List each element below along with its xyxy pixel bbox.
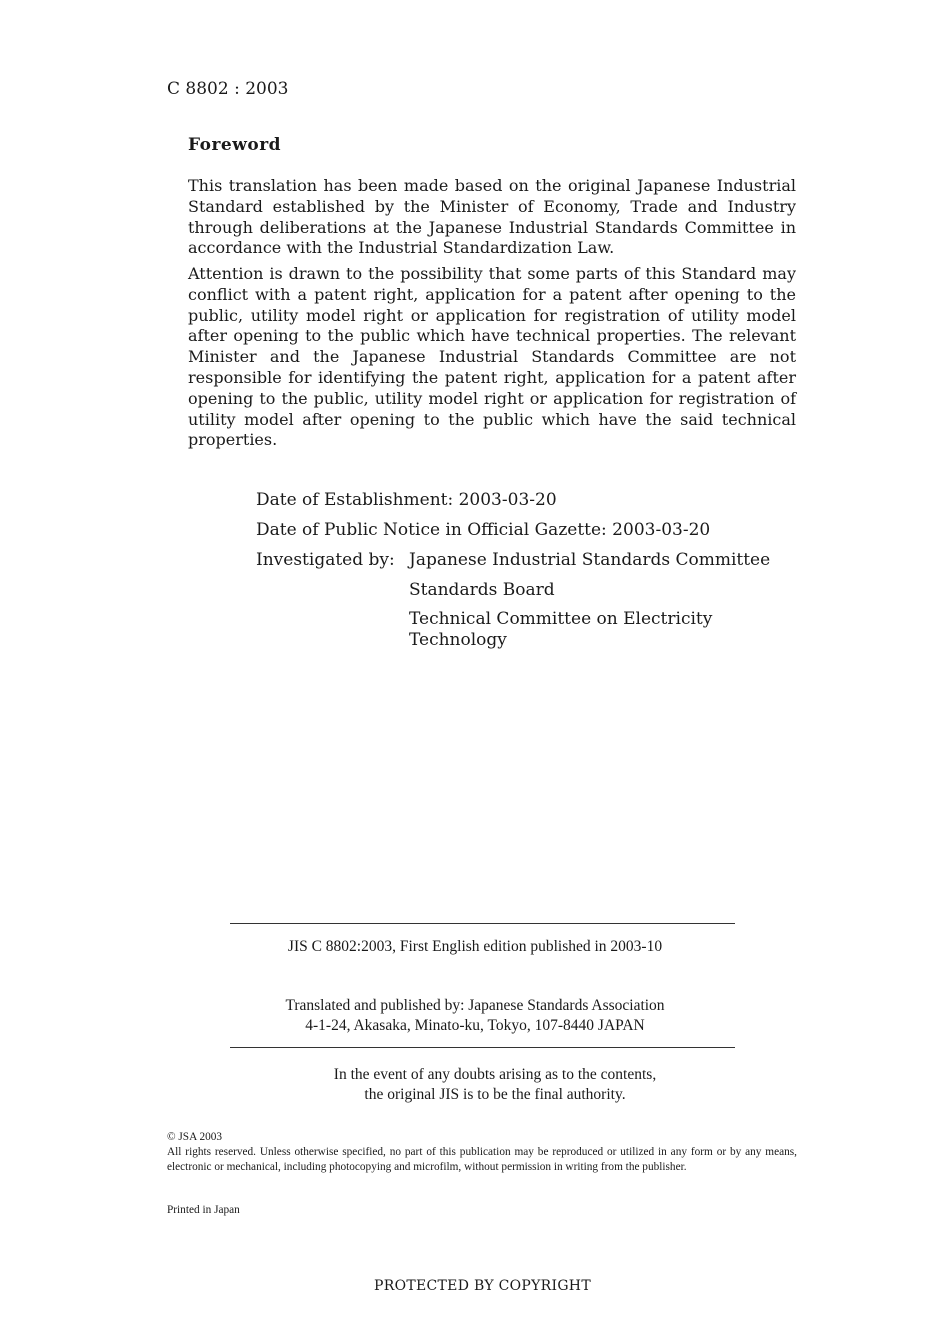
investigated-by-board: Standards Board <box>409 580 555 600</box>
foreword-paragraph-2: Attention is drawn to the possibility that some parts of this Standard may conflict with a patent right, application for a patent after opening to the public, utility model right or application for registration of utility model after opening to the public which have technical properties. The relevant Minister and the Japanese Industrial Standards Committee are not responsible for identifying the patent right, application for a patent after opening to the public, utility model right or application for registration of utility model after opening to the public which have the said technical properties. <box>188 264 796 450</box>
investigated-by-committee: Japanese Industrial Standards Committee <box>409 550 771 570</box>
foreword-heading: Foreword <box>188 135 282 155</box>
document-number: C 8802 : 2003 <box>167 79 289 99</box>
authority-notice-line-2: the original JIS is to be the final authority. <box>364 1086 626 1103</box>
investigated-by-label: Investigated by: <box>256 550 395 570</box>
publisher-address: 4-1-24, Akasaka, Minato-ku, Tokyo, 107-8440 JAPAN <box>305 1017 645 1034</box>
date-of-public-notice: Date of Public Notice in Official Gazette: 2003-03-20 <box>256 520 711 540</box>
foreword-paragraph-1: This translation has been made based on the original Japanese Industrial Standard established by the Minister of Economy, Trade and Industry through deliberations at the Japanese Industrial Standards Committee in accordance with the Industrial Standardization Law. <box>188 176 796 258</box>
date-of-establishment: Date of Establishment: 2003-03-20 <box>256 490 557 510</box>
printed-in-label: Printed in Japan <box>167 1204 240 1216</box>
publisher-line: Translated and published by: Japanese Standards Association <box>285 997 665 1014</box>
authority-notice-line-1: In the event of any doubts arising as to the contents, <box>333 1066 657 1083</box>
copyright-symbol-line: © JSA 2003 <box>167 1131 223 1143</box>
edition-statement: JIS C 8802:2003, First English edition published in 2003-10 <box>287 938 663 955</box>
copyright-block <box>167 1130 797 1174</box>
divider-top <box>230 923 735 924</box>
divider-bottom <box>230 1047 735 1048</box>
copyright-notice: All rights reserved. Unless otherwise specified, no part of this publication may be reproduced or utilized in any form or by any means, electronic or mechanical, including photocopying and microfilm, without permission in writing from the publisher. <box>167 1145 797 1173</box>
protected-by-copyright-footer: PROTECTED BY COPYRIGHT <box>374 1278 591 1294</box>
investigated-by-technical-committee: Technical Committee on Electricity Technology <box>409 609 713 650</box>
publisher-block <box>0 996 950 1036</box>
authority-notice <box>0 1065 950 1105</box>
